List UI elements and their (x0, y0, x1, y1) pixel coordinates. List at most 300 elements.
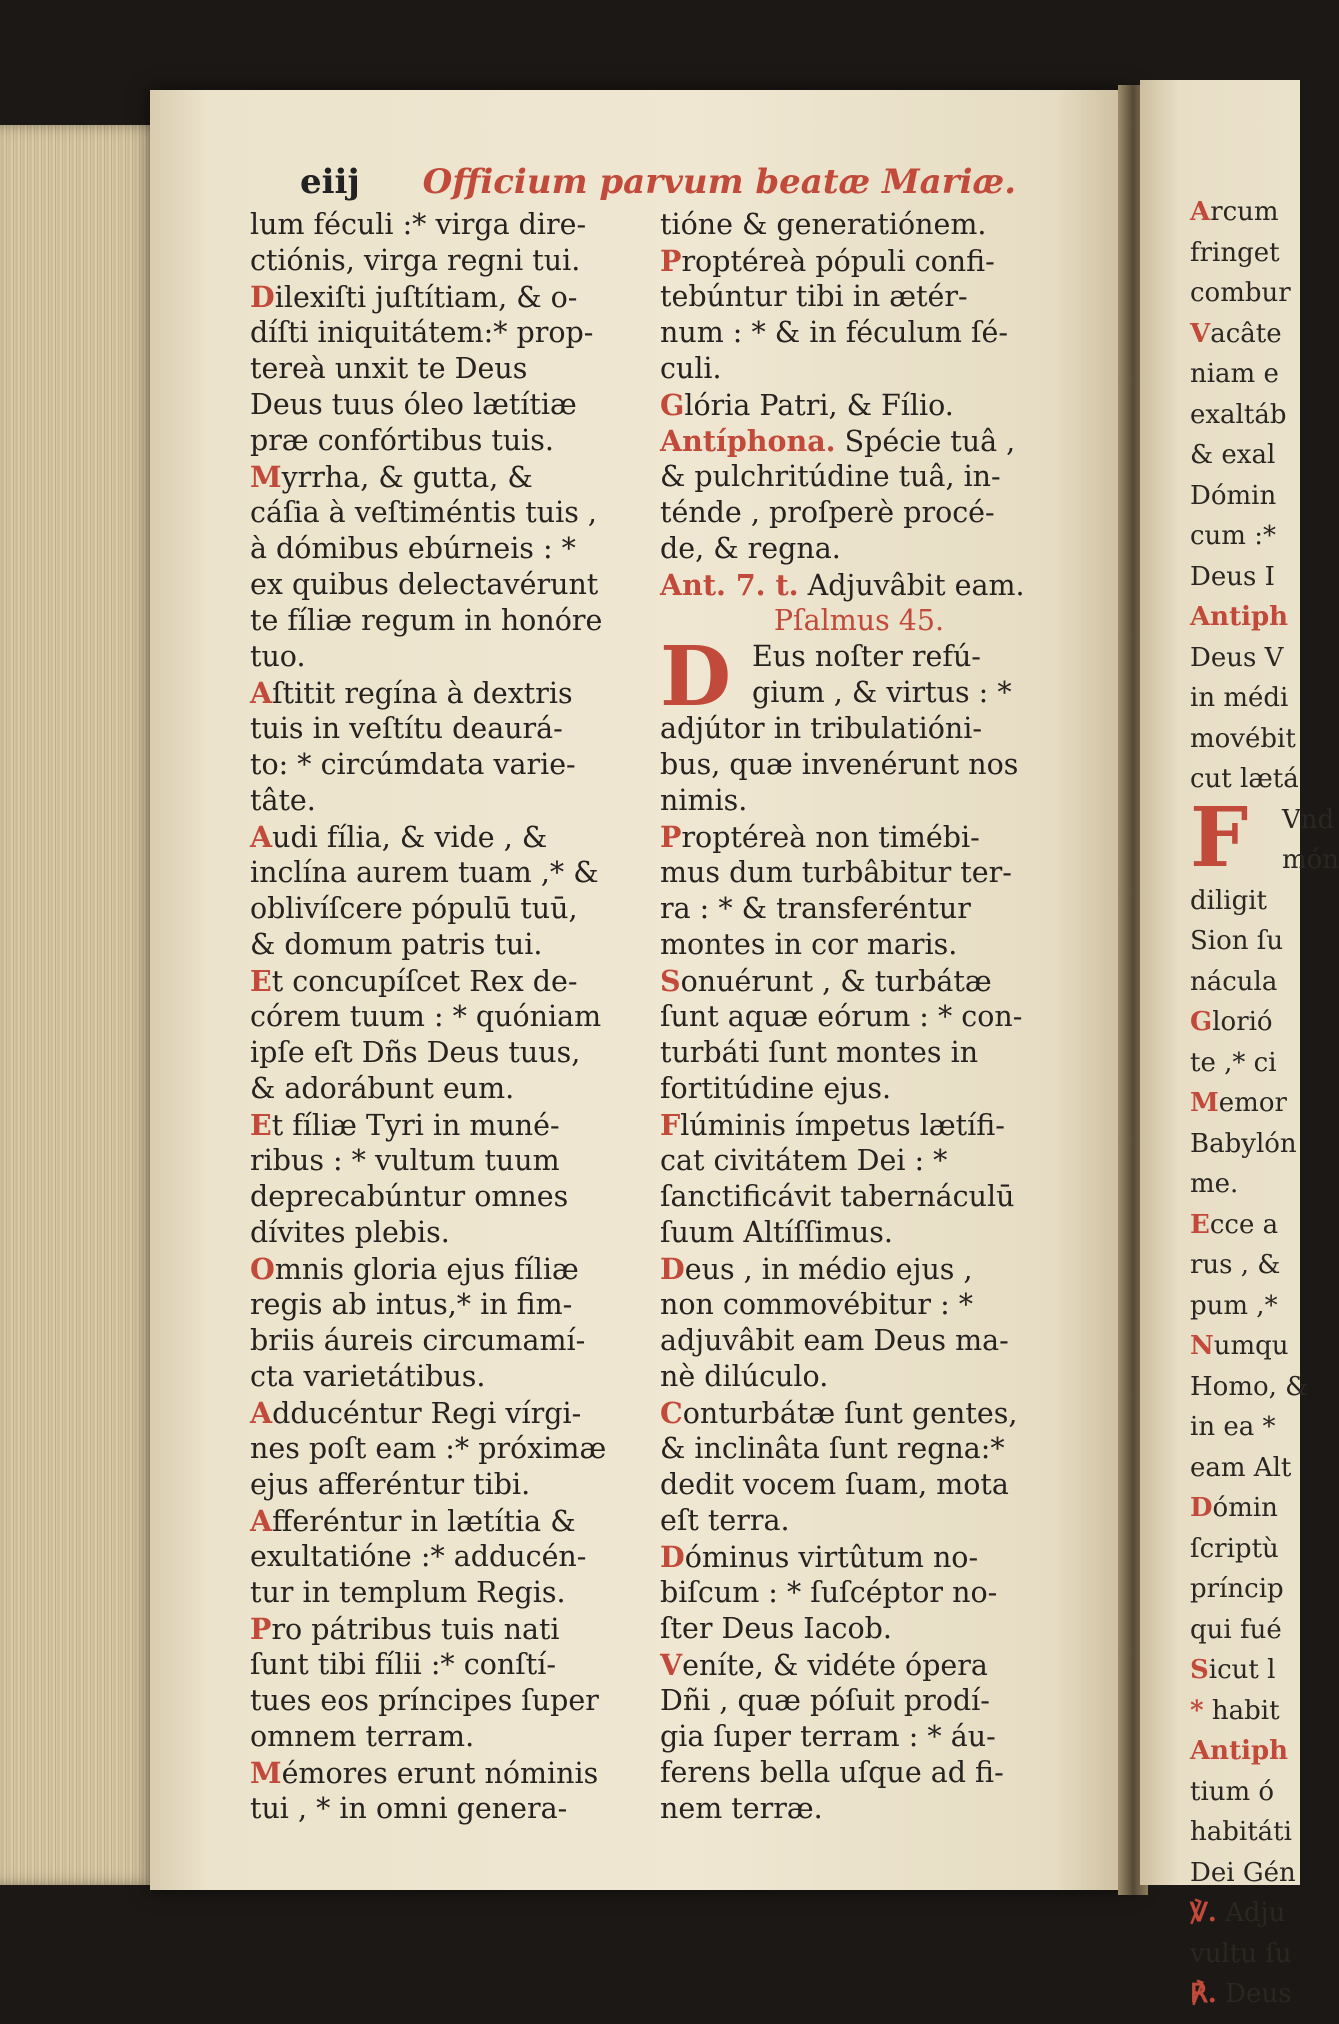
line-text: eníte, & vidéte ópera (682, 1649, 988, 1682)
text-line (660, 1071, 1058, 1107)
line-text: icut l (1208, 1655, 1276, 1685)
text-line (250, 1179, 648, 1215)
line-text: & inclinâta ſunt regna:* (660, 1432, 1005, 1465)
text-line (660, 1215, 1058, 1251)
line-text: Dei Gén (1190, 1857, 1296, 1888)
line-text: príncip (1190, 1574, 1284, 1604)
line-text: cum :* (1190, 521, 1276, 551)
line-text: eam Alt (1190, 1452, 1292, 1483)
line-text: udi fília, & vide , & (272, 821, 548, 854)
text-line (660, 423, 1058, 459)
text-line (660, 855, 1058, 891)
rubric-initial: V (660, 1648, 683, 1682)
line-text: nimis. (660, 784, 748, 817)
line-text: tium ó (1190, 1776, 1275, 1807)
text-line (1190, 1448, 1310, 1489)
text-line (250, 639, 648, 675)
line-text: adjútor in tribulatióni- (660, 712, 982, 745)
text-line (660, 459, 1058, 495)
text-line (250, 927, 648, 963)
text-line (660, 1503, 1058, 1539)
text-line (250, 279, 648, 315)
line-text: dducéntur Regi vírgi- (272, 1397, 582, 1430)
line-text: fringet (1190, 237, 1280, 268)
text-line (250, 1575, 648, 1611)
line-text: mnis gloria ejus fíliæ (274, 1253, 579, 1286)
line-text: te fíliæ regum in honóre (250, 604, 603, 637)
text-line (250, 603, 648, 639)
running-title: Officium parvum beatæ Mariæ. (422, 162, 1017, 202)
text-line (250, 423, 648, 459)
line-text: Adjuvâbit eam. (798, 569, 1025, 602)
line-text: acâte (1210, 318, 1282, 349)
rubric-initial: P (660, 820, 682, 854)
line-text: roptéreà pópuli confi- (681, 245, 995, 278)
line-text: eſt terra. (660, 1504, 790, 1537)
text-line (1190, 233, 1310, 274)
rubric-initial: M (250, 1756, 282, 1790)
page-header (300, 162, 1120, 212)
line-text: ſanctificávit tabernáculū (660, 1180, 1015, 1213)
text-line (660, 351, 1058, 387)
text-line (250, 531, 648, 567)
line-text: me. (1190, 1169, 1239, 1199)
page-edges (0, 125, 165, 1885)
line-text: à dómibus ebúrneis : * (250, 532, 576, 565)
rubric-initial: ℣. (1190, 1898, 1217, 1928)
text-line (660, 1179, 1058, 1215)
text-line (660, 1287, 1058, 1323)
line-text: tui , * in omni genera- (250, 1792, 568, 1825)
text-line (660, 1359, 1058, 1395)
text-line (1190, 921, 1310, 962)
line-text: lória Patri, & Fílio. (684, 389, 954, 422)
text-line (250, 459, 648, 495)
text-line (1190, 516, 1310, 557)
rubric-initial: E (250, 964, 272, 998)
text-line (1190, 1853, 1310, 1894)
line-text: dedit vocem ſuam, mota (660, 1468, 1009, 1501)
line-text: Sion ſu (1190, 926, 1284, 956)
line-text: nácula (1190, 966, 1278, 997)
line-text: exaltáb (1190, 399, 1287, 430)
line-text: onuérunt , & turbátæ (680, 965, 992, 998)
text-line (660, 315, 1058, 351)
line-text: culi. (660, 352, 722, 385)
text-line (1190, 476, 1310, 517)
line-text: de, & regna. (660, 532, 841, 565)
text-line (1190, 1934, 1310, 1975)
text-line (660, 1143, 1058, 1179)
line-text: habit (1203, 1695, 1280, 1726)
rubric-initial: A (250, 1396, 273, 1430)
line-text: Spécie tuâ , (835, 425, 1016, 458)
line-text: diligit (1190, 885, 1267, 916)
line-text: tâte. (250, 784, 316, 817)
text-line (250, 999, 648, 1035)
rubric-initial: E (250, 1108, 272, 1142)
line-text: cat civitátem Dei : * (660, 1144, 948, 1177)
line-text: t fíliæ Tyri in muné- (271, 1109, 560, 1142)
line-text: lum féculi :* virga dire- (250, 208, 587, 241)
line-text: díſti iniquitátem:* prop- (250, 316, 594, 349)
text-line (250, 207, 648, 243)
rubric-initial: Antíphona. (660, 424, 836, 458)
line-text: ſtitit regína à dextris (272, 677, 573, 710)
line-text: non commovébitur : * (660, 1288, 973, 1321)
rubric-initial: S (660, 964, 681, 998)
rubric-initial: Ant. 7. t. (660, 568, 799, 602)
line-text: ro pátribus tuis nati (271, 1613, 560, 1646)
text-line (250, 783, 648, 819)
rubric-initial: N (1190, 1331, 1214, 1361)
text-line (1190, 1326, 1310, 1367)
line-text: te ,* ci (1190, 1047, 1277, 1078)
text-line (660, 567, 1058, 603)
text-line (1190, 1893, 1310, 1934)
text-line (1190, 1488, 1310, 1529)
rubric-initial: S (1190, 1655, 1209, 1685)
line-text: & exal (1190, 440, 1276, 470)
rubric-initial: D (250, 280, 275, 314)
line-text: adjuvâbit eam Deus ma- (660, 1324, 1009, 1357)
text-line (250, 1395, 648, 1431)
line-text: & pulchritúdine tuâ, in- (660, 460, 1001, 493)
rubric-initial: D (1190, 1493, 1213, 1523)
line-text: præ confórtibus tuis. (250, 424, 554, 457)
line-text: emor (1218, 1088, 1287, 1118)
text-line (660, 207, 1058, 243)
line-text: mus dum turbâbitur ter- (660, 856, 1012, 889)
line-text: nè dilúculo. (660, 1360, 829, 1393)
line-text: ſuum Altíſſimus. (660, 1216, 893, 1249)
text-line (1190, 1124, 1310, 1165)
line-text: oblivíſcere pópulū tuū, (250, 892, 578, 925)
text-line (1190, 1407, 1310, 1448)
line-text: briis áureis circumamí- (250, 1324, 586, 1357)
line-text: cce a (1209, 1209, 1279, 1240)
line-text: fferéntur in lætítia & (272, 1505, 576, 1538)
text-line (660, 243, 1058, 279)
text-line (1190, 273, 1310, 314)
line-text: montes in cor maris. (660, 928, 958, 961)
line-text: tebúntur tibi in ætér- (660, 280, 968, 313)
line-text: qui fué (1190, 1614, 1282, 1645)
text-line (1190, 557, 1310, 598)
rubric-initial: Antiph (1190, 1736, 1289, 1766)
line-text: gia ſuper terram : * áu- (660, 1720, 996, 1753)
line-text: ſcriptù (1190, 1533, 1279, 1564)
text-line (1190, 314, 1310, 355)
line-text: lorió (1212, 1007, 1273, 1037)
left-text-column (250, 207, 648, 1827)
text-line (660, 1035, 1058, 1071)
rubric-text: Pſalmus 45. (773, 604, 945, 637)
rubric-initial: A (250, 1504, 273, 1538)
line-text: pum ,* (1190, 1290, 1278, 1321)
text-line (250, 1287, 648, 1323)
line-text: óminus virtûtum no- (684, 1541, 979, 1574)
line-text: niam e (1190, 359, 1279, 389)
line-text: bus, quæ invenérunt nos (660, 748, 1019, 781)
line-text: ferens bella uſque ad fi- (660, 1756, 1004, 1789)
rubric-initial: C (660, 1396, 683, 1430)
rubric-initial: Antiph (1190, 602, 1289, 632)
line-text: ipſe eſt Dñs Deus tuus, (250, 1036, 581, 1069)
line-text: nes poſt eam :* próximæ (250, 1432, 607, 1465)
line-text: nem terræ. (660, 1792, 823, 1825)
text-line (660, 1755, 1058, 1791)
text-line (250, 1323, 648, 1359)
line-text: Adju (1216, 1898, 1286, 1928)
text-line (250, 1503, 648, 1539)
text-line (1190, 719, 1310, 760)
line-text: córem tuum : * quóniam (250, 1000, 602, 1033)
text-line (250, 1683, 648, 1719)
line-text: vultu ſu (1190, 1938, 1292, 1969)
text-line (250, 1539, 648, 1575)
text-line (250, 243, 648, 279)
line-text: in médi (1190, 683, 1289, 713)
line-text: habitáti (1190, 1817, 1292, 1847)
text-line (660, 1251, 1058, 1287)
line-text: tues eos príncipes ſuper (250, 1684, 599, 1717)
text-line (250, 1107, 648, 1143)
line-text: onturbátæ ſunt gentes, (682, 1397, 1018, 1430)
text-line (1190, 354, 1310, 395)
line-text: ſter Deus Iacob. (660, 1612, 892, 1645)
line-text: lúminis ímpetus lætífi- (680, 1109, 1005, 1142)
text-line (250, 1611, 648, 1647)
line-text: & domum patris tui. (250, 928, 543, 961)
rubric-initial: O (250, 1252, 275, 1286)
text-line (250, 1143, 648, 1179)
text-line (1190, 435, 1310, 476)
text-line (1190, 1164, 1310, 1205)
text-line (1190, 1610, 1310, 1651)
text-line (250, 495, 648, 531)
line-text: yrrha, & gutta, & (281, 461, 533, 494)
text-line (250, 315, 648, 351)
rubric-initial: D (660, 1540, 685, 1574)
line-text: & adorábunt eum. (250, 1072, 515, 1105)
text-line (250, 1647, 648, 1683)
rubric-initial: D (660, 1252, 685, 1286)
line-text: ſunt tibi fílii :* conſtí- (250, 1648, 556, 1681)
rubric-initial: ℟. (1190, 1979, 1217, 2009)
text-line (660, 963, 1058, 999)
text-line (250, 747, 648, 783)
line-text: rus , & (1190, 1250, 1281, 1280)
text-line (660, 279, 1058, 315)
line-text: tereà unxit te Deus (250, 352, 528, 385)
right-text-column (660, 207, 1058, 1827)
text-line (1190, 1205, 1310, 1246)
line-text: tur in templum Regis. (250, 1576, 566, 1609)
text-line (1190, 1650, 1310, 1691)
text-line (1190, 1731, 1310, 1772)
text-line (660, 1467, 1058, 1503)
line-text: dívites plebis. (250, 1216, 450, 1249)
line-text: combur (1190, 278, 1291, 308)
text-line (250, 351, 648, 387)
rubric-initial: A (250, 676, 273, 710)
text-line (660, 891, 1058, 927)
text-line (250, 711, 648, 747)
text-line (660, 1791, 1058, 1827)
text-line (660, 1539, 1058, 1575)
line-text: món (1282, 845, 1339, 875)
rubric-initial: G (1190, 1007, 1213, 1037)
text-line (1190, 678, 1310, 719)
text-line (250, 1467, 648, 1503)
line-text: Eus noſter refú- (752, 640, 981, 673)
text-line (250, 675, 648, 711)
text-line (1190, 881, 1310, 922)
line-text: roptéreà non timébi- (681, 821, 980, 854)
text-line (1190, 395, 1310, 436)
line-text: ténde , proſperè procé- (660, 496, 995, 529)
text-line (250, 1215, 648, 1251)
rubric-initial: M (250, 460, 282, 494)
line-text: Babylón (1190, 1128, 1297, 1159)
line-text: t concupíſcet Rex de- (271, 965, 578, 998)
rubric-initial: A (250, 820, 273, 854)
line-text: ejus afferéntur tibi. (250, 1468, 531, 1501)
rubric-initial: P (660, 244, 682, 278)
line-text: umqu (1213, 1331, 1289, 1361)
rubric-initial: P (250, 1612, 272, 1646)
text-line (250, 1791, 648, 1827)
line-text: ilexiſti juſtítiam, & o- (274, 281, 578, 314)
text-line (250, 1071, 648, 1107)
text-line (1190, 1367, 1310, 1408)
text-line (660, 495, 1058, 531)
line-text: Deus (1216, 1979, 1292, 2009)
text-line (1190, 1691, 1310, 1732)
drop-capital: D (660, 629, 732, 725)
text-line (660, 1107, 1058, 1143)
text-line (1190, 1812, 1310, 1853)
line-text: to: * circúmdata varie- (250, 748, 576, 781)
line-text: Deus V (1190, 642, 1284, 673)
text-line (1190, 962, 1310, 1003)
line-text: tióne & generatiónem. (660, 208, 987, 241)
text-line (250, 387, 648, 423)
text-line (660, 783, 1058, 819)
text-line (660, 1647, 1058, 1683)
line-text: ſunt aquæ eórum : * con- (660, 1000, 1023, 1033)
text-line (250, 819, 648, 855)
line-text: in ea * (1190, 1412, 1276, 1442)
text-line (250, 1719, 648, 1755)
text-line (250, 1035, 648, 1071)
line-text: eus , in médio ejus , (684, 1253, 973, 1286)
text-line (1190, 1569, 1310, 1610)
line-text: Vnd (1282, 804, 1335, 835)
rubric-initial: G (660, 388, 685, 422)
text-line (1190, 1245, 1310, 1286)
line-text: Deus I (1190, 561, 1275, 592)
line-text: Deus tuus óleo lætítiæ (250, 388, 577, 421)
line-text: biſcum : * ſuſcéptor no- (660, 1576, 998, 1609)
line-text: ra : * & transferéntur (660, 892, 971, 925)
text-line (660, 531, 1058, 567)
line-text: gium , & virtus : * (752, 676, 1012, 709)
line-text: tuis in veſtítu deaurá- (250, 712, 563, 745)
text-line (1190, 1974, 1310, 2015)
rubric-initial: A (1190, 197, 1211, 227)
text-line (1190, 1772, 1310, 1813)
line-text: cta varietátibus. (250, 1360, 486, 1393)
line-text: num : * & in féculum ſé- (660, 316, 1009, 349)
text-line (250, 1359, 648, 1395)
folio-number: eiij (300, 162, 360, 202)
text-line (660, 387, 1058, 423)
drop-capital: F (1190, 789, 1249, 886)
text-line (250, 891, 648, 927)
text-line (660, 819, 1058, 855)
text-line (250, 963, 648, 999)
text-line (250, 855, 648, 891)
rubric-initial: * (1190, 1695, 1204, 1726)
text-line (1190, 1043, 1310, 1084)
text-line (250, 1755, 648, 1791)
text-line (660, 999, 1058, 1035)
line-text: émores erunt nóminis (281, 1757, 599, 1790)
line-text: fortitúdine ejus. (660, 1072, 892, 1105)
rubric-initial: F (660, 1108, 681, 1142)
text-line (1190, 1529, 1310, 1570)
text-line (1190, 1286, 1310, 1327)
rubric-initial: E (1190, 1209, 1210, 1240)
text-line (660, 1719, 1058, 1755)
text-line (1190, 192, 1310, 233)
line-text: ribus : * vultum tuum (250, 1144, 560, 1177)
line-text: cáſia à veſtiméntis tuis , (250, 496, 597, 529)
text-line (1190, 638, 1310, 679)
line-text: exultatióne :* adducén- (250, 1540, 587, 1573)
line-text: rcum (1210, 197, 1279, 227)
line-text: inclína aurem tuam ,* & (250, 856, 599, 889)
line-text: ómin (1212, 1493, 1278, 1523)
text-line (660, 1683, 1058, 1719)
line-text: ex quibus delectavérunt (250, 568, 599, 601)
text-line (250, 1251, 648, 1287)
line-text: omnem terram. (250, 1720, 475, 1753)
text-line (1190, 1002, 1310, 1043)
line-text: deprecabúntur omnes (250, 1180, 569, 1213)
text-line (250, 1431, 648, 1467)
line-text: ctiónis, virga regni tui. (250, 244, 581, 277)
next-page-text-fragment (1190, 192, 1339, 2015)
rubric-initial: M (1190, 1088, 1219, 1118)
line-text: Homo, & (1190, 1371, 1309, 1402)
line-text: turbáti ſunt montes in (660, 1036, 979, 1069)
line-text: tuo. (250, 640, 306, 673)
text-line (660, 1395, 1058, 1431)
line-text: cut lætá (1190, 764, 1299, 794)
line-text: Dómin (1190, 480, 1277, 511)
text-line (660, 1323, 1058, 1359)
text-line (660, 747, 1058, 783)
line-text: movébit (1190, 723, 1296, 754)
text-line (250, 567, 648, 603)
text-line (1190, 597, 1310, 638)
rubric-initial: V (1190, 318, 1211, 349)
text-line (1190, 1083, 1310, 1124)
text-line (660, 1431, 1058, 1467)
